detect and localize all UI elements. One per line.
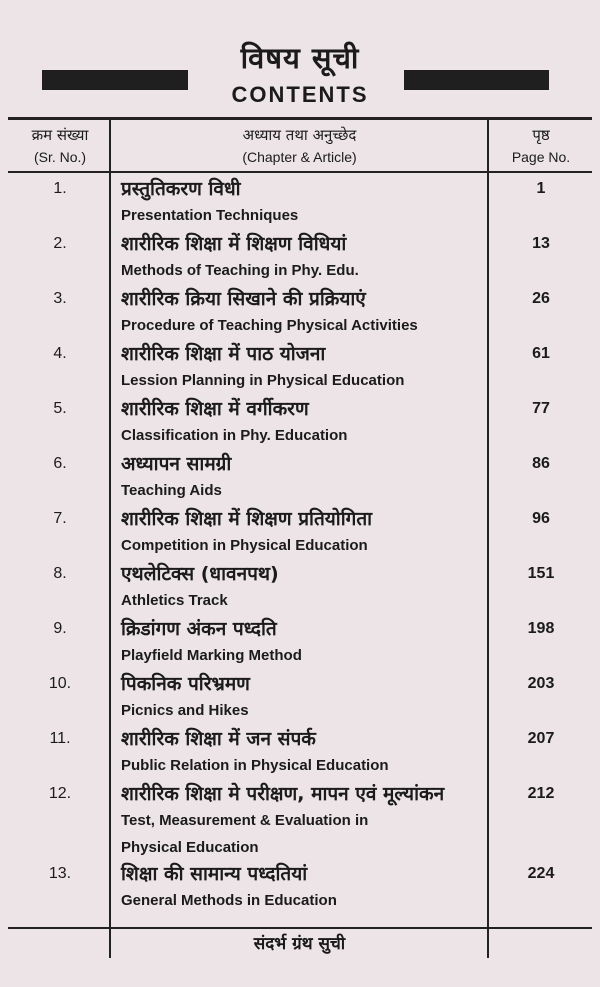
row-sr-number: 8. [53, 565, 67, 582]
column-header-sr-english: (Sr. No.) [33, 149, 87, 165]
row-page-number: 86 [532, 455, 550, 472]
bibliography-entry: संदर्भ ग्रंथ सुची [253, 934, 346, 954]
row-sr-number: 10. [48, 675, 72, 692]
column-header-sr-hindi: क्रम संख्या [31, 126, 89, 144]
row-sr-number: 2. [53, 235, 67, 252]
row-sr-number: 3. [53, 290, 67, 307]
row-sr-number: 13. [48, 865, 72, 882]
column-divider-left [109, 118, 111, 958]
column-header-page [490, 124, 592, 168]
row-sr-number: 1. [53, 180, 67, 197]
row-title-english: Playfield Marking Method [121, 647, 302, 664]
row-page-number: 1 [536, 180, 546, 197]
row-title-english: Classification in Phy. Education [121, 427, 348, 444]
row-title-hindi: शिक्षा की सामान्य पध्दतियां [121, 863, 308, 885]
column-divider-right [487, 118, 489, 958]
row-page-number: 77 [532, 400, 550, 417]
row-page-number: 207 [527, 730, 555, 747]
row-title-english: Presentation Techniques [121, 207, 299, 224]
row-sr-number: 11. [49, 730, 71, 747]
row-sr-number: 7. [53, 510, 67, 527]
row-title-english: General Methods in Education [121, 892, 337, 909]
row-page-number: 96 [532, 510, 550, 527]
row-page-number: 26 [532, 290, 550, 307]
row-title-hindi: प्रस्तुतिकरण विधी [121, 178, 241, 200]
column-header-page-hindi: पृष्ठ [532, 126, 550, 144]
column-header-chapter-english: (Chapter & Article) [242, 149, 357, 165]
row-title-english: Competition in Physical Education [121, 537, 368, 554]
row-sr-number: 4. [53, 345, 67, 362]
row-page-number: 198 [527, 620, 555, 637]
row-title-english: Lession Planning in Physical Education [121, 372, 405, 389]
page-title-hindi: विषय सूची [240, 41, 360, 75]
row-title-hindi: क्रिडांगण अंकन पध्दति [121, 618, 277, 640]
row-title-english: Athletics Track [121, 592, 228, 609]
row-title-english: Public Relation in Physical Education [121, 757, 389, 774]
row-sr-number: 9. [53, 620, 67, 637]
table-bottom-rule [8, 927, 592, 929]
table-header-rule [8, 171, 592, 173]
row-page-number: 212 [527, 785, 555, 802]
row-page-number: 224 [527, 865, 555, 882]
row-page-number: 13 [532, 235, 550, 252]
row-title-hindi: शारीरिक शिक्षा में शिक्षण विधियां [121, 233, 347, 255]
row-title-hindi: अध्यापन सामग्री [121, 453, 232, 475]
row-page-number: 61 [532, 345, 550, 362]
row-title-english: Test, Measurement & Evaluation in Physical Education [121, 812, 369, 856]
row-title-english: Picnics and Hikes [121, 702, 249, 719]
column-header-chapter [112, 124, 487, 168]
page-title-english: CONTENTS [231, 82, 369, 107]
row-title-english: Teaching Aids [121, 482, 222, 499]
table-top-rule [8, 117, 592, 120]
row-title-hindi: शारीरिक शिक्षा में जन संपर्क [121, 728, 316, 750]
row-page-number: 203 [527, 675, 555, 692]
row-sr-number: 5. [53, 400, 67, 417]
row-title-hindi: शारीरिक शिक्षा में शिक्षण प्रतियोगिता [121, 508, 373, 530]
row-title-hindi: शारीरिक शिक्षा में पाठ योजना [121, 343, 326, 365]
column-header-page-english: Page No. [511, 149, 571, 165]
row-title-hindi: शारीरिक शिक्षा मे परीक्षण, मापन एवं मूल्यांकन [121, 783, 445, 805]
row-sr-number: 12. [48, 785, 72, 802]
row-title-hindi: एथलेटिक्स (धावनपथ) [121, 563, 279, 585]
row-title-english: Methods of Teaching in Phy. Edu. [121, 262, 359, 279]
row-title-hindi: शारीरिक शिक्षा में वर्गीकरण [121, 398, 309, 420]
row-sr-number: 6. [53, 455, 67, 472]
column-header-sr [10, 124, 110, 168]
row-title-hindi: पिकनिक परिभ्रमण [121, 673, 250, 695]
row-page-number: 151 [527, 565, 555, 582]
row-title-hindi: शारीरिक क्रिया सिखाने की प्रक्रियाएं [121, 288, 366, 310]
row-title-english: Procedure of Teaching Physical Activities [121, 317, 418, 334]
column-header-chapter-hindi: अध्याय तथा अनुच्छेद [242, 126, 357, 144]
